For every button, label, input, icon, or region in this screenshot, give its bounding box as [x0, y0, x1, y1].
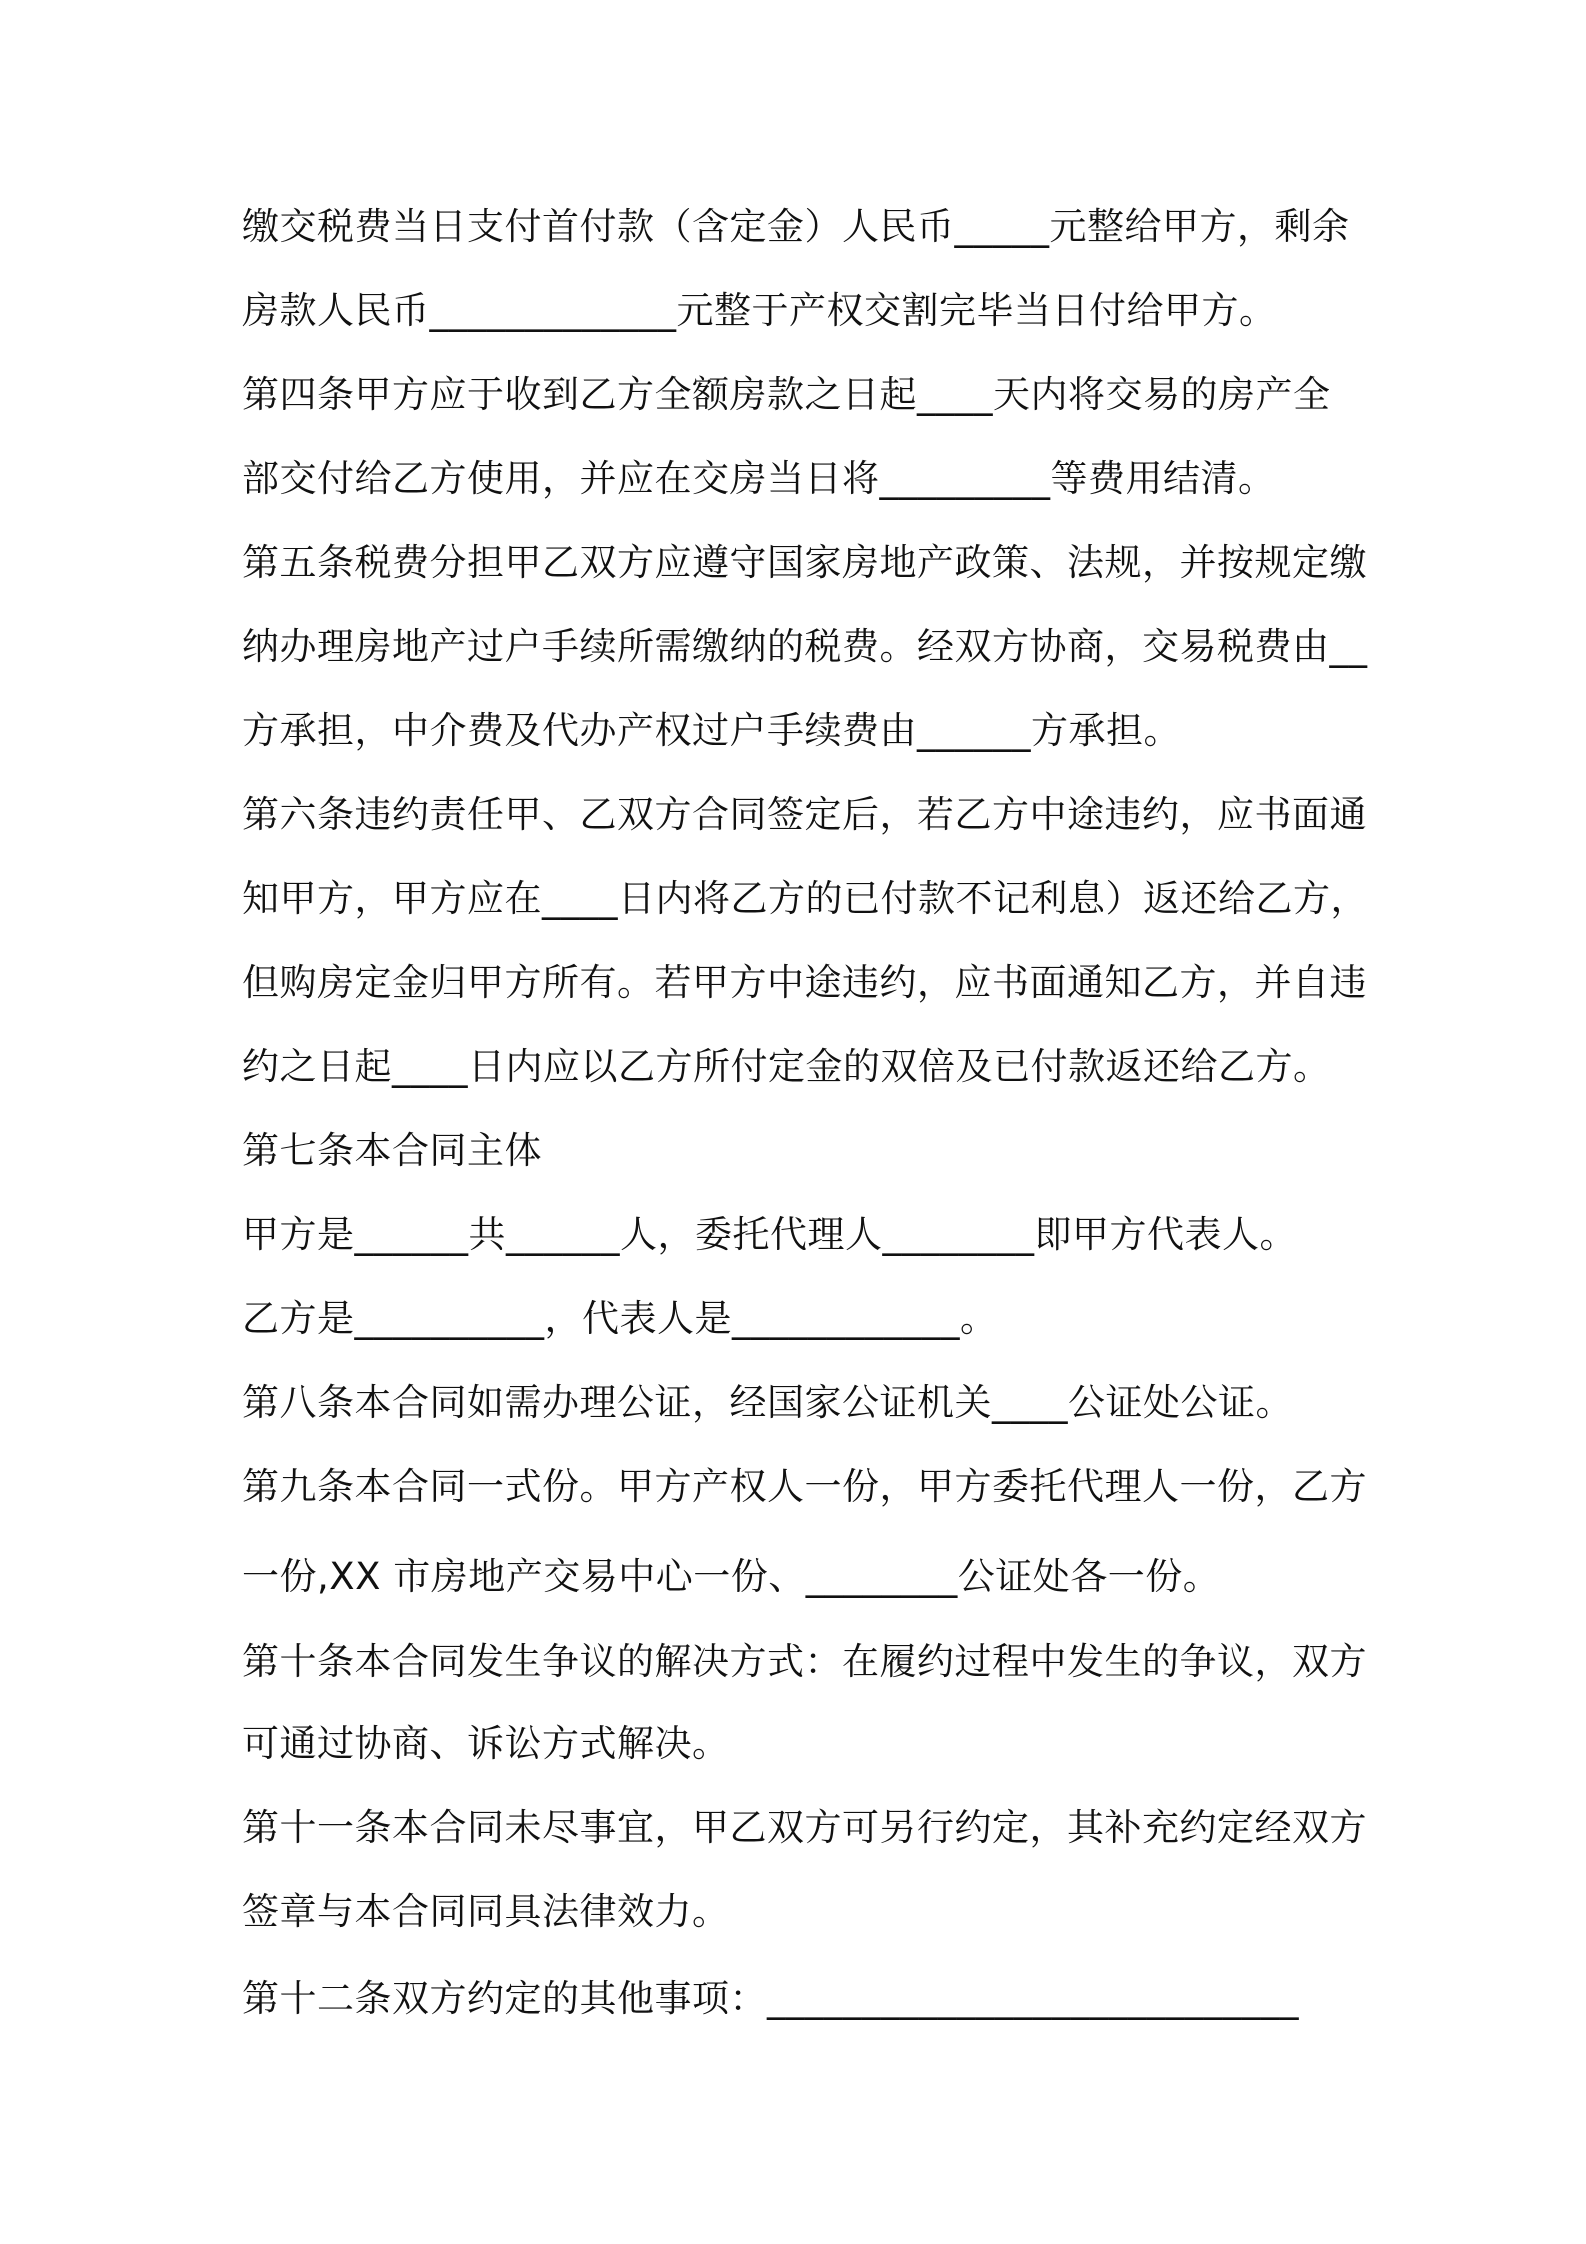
- section-heading: 第七条本合同主体: [242, 1129, 542, 1172]
- text-line: 部交付给乙方使用，并应在交房当日将_________等费用结清。: [242, 457, 1276, 500]
- text-line: 但购房定金归甲方所有。若甲方中途违约，应书面通知乙方，并自违: [242, 961, 1367, 1004]
- text-line: 第六条违约责任甲、乙双方合同签定后，若乙方中途违约，应书面通: [242, 793, 1367, 836]
- text-line: 第九条本合同一式份。甲方产权人一份，甲方委托代理人一份，乙方: [242, 1465, 1367, 1508]
- text-line: 方承担，中介费及代办产权过户手续费由______方承担。: [242, 709, 1181, 752]
- text-line: 约之日起____日内应以乙方所付定金的双倍及已付款返还给乙方。: [242, 1045, 1331, 1088]
- text-line: 签章与本合同同具法律效力。: [242, 1890, 730, 1933]
- text-line: 纳办理房地产过户手续所需缴纳的税费。经双方协商，交易税费由__: [242, 625, 1368, 668]
- text-line: 第四条甲方应于收到乙方全额房款之日起____天内将交易的房产全: [242, 373, 1331, 416]
- text-line: 第十一条本合同未尽事宜，甲乙双方可另行约定，其补充约定经双方: [242, 1806, 1367, 1849]
- text-line: 第十二条双方约定的其他事项：____________________________: [242, 1977, 1299, 2020]
- text-line: 甲方是______共______人，委托代理人________即甲方代表人。: [242, 1213, 1297, 1256]
- text-line: 一份,XX 市房地产交易中心一份、________公证处各一份。: [242, 1555, 1221, 1598]
- text-line: 缴交税费当日支付首付款（含定金）人民币_____元整给甲方，剩余: [242, 205, 1350, 248]
- text-line: 第十条本合同发生争议的解决方式：在履约过程中发生的争议，双方: [242, 1640, 1367, 1683]
- text-line: 房款人民币_____________元整于产权交割完毕当日付给甲方。: [242, 289, 1277, 332]
- text-line: 第五条税费分担甲乙双方应遵守国家房地产政策、法规，并按规定缴: [242, 541, 1367, 584]
- text-line: 第八条本合同如需办理公证，经国家公证机关____公证处公证。: [242, 1381, 1293, 1424]
- text-line: 可通过协商、诉讼方式解决。: [242, 1722, 730, 1765]
- text-line: 知甲方，甲方应在____日内将乙方的已付款不记利息）返还给乙方，: [242, 877, 1368, 920]
- text-line: 乙方是__________，代表人是____________。: [242, 1297, 998, 1340]
